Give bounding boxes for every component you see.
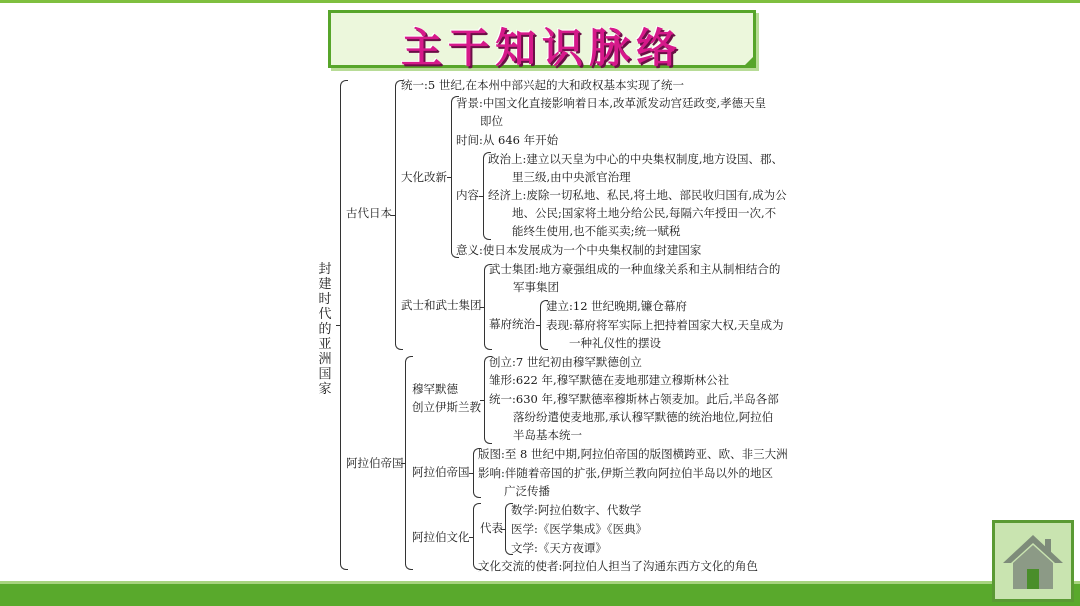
title-banner [328,10,756,72]
top-stripe [0,0,1080,3]
culture-math: 数学:阿拉伯数字、代数学 [511,503,642,517]
islam-label-1: 穆罕默德 [412,382,458,396]
taika-content-label: 内容 [456,188,479,202]
home-button[interactable] [992,520,1074,602]
taika-background-cont: 即位 [480,114,503,128]
empire-territory: 版图:至 8 世纪中期,阿拉伯帝国的版图横跨亚、欧、非三大洲 [478,447,788,461]
root-label: 封建时代的亚洲国家 [318,262,332,397]
bottom-bar [0,584,1080,606]
content-political-cont: 里三级,由中央派官治理 [512,170,631,184]
japan-unify: 统一:5 世纪,在本州中部兴起的大和政权基本实现了统一 [401,78,684,92]
samurai-label: 武士和武士集团 [401,298,482,312]
culture-rep-label: 代表 [480,521,503,535]
shogunate-show-cont: 一种礼仪性的摆设 [569,336,661,350]
islam-prototype: 雏形:622 年,穆罕默德在麦地那建立穆斯林公社 [489,373,730,387]
culture-literature: 文学:《天方夜谭》 [511,541,607,555]
islam-unify: 统一:630 年,穆罕默德率穆斯林占领麦加。此后,半岛各部 [489,392,779,406]
taika-label: 大化改新 [401,170,447,184]
islam-label-2: 创立伊斯兰教 [412,400,481,414]
japan-label: 古代日本 [346,206,392,220]
content-economic-cont-2: 能终生使用,也不能买卖;统一赋税 [512,224,681,238]
content-political: 政治上:建立以天皇为中心的中央集权制度,地方设国、郡、 [488,152,784,166]
root-brace [340,80,348,570]
samurai-group: 武士集团:地方豪强组成的一种血缘关系和主从制相结合的 [489,262,781,276]
home-icon [1001,529,1065,593]
arab-label: 阿拉伯帝国 [346,456,404,470]
taika-time: 时间:从 646 年开始 [456,133,559,147]
empire-influence-cont: 广泛传播 [504,484,550,498]
shogunate-found: 建立:12 世纪晚期,镰仓幕府 [546,299,687,313]
shogunate-label: 幕府统治 [489,317,535,331]
islam-unify-cont-1: 落纷纷遣使麦地那,承认穆罕默德的统治地位,阿拉伯 [513,410,774,424]
empire-label: 阿拉伯帝国 [412,465,470,479]
culture-medicine: 医学:《医学集成》《医典》 [511,522,648,536]
samurai-group-cont: 军事集团 [513,280,559,294]
content-economic-cont-1: 地、公民;国家将土地分给公民,每隔六年授田一次,不 [512,206,777,220]
taika-meaning: 意义:使日本发展成为一个中央集权制的封建国家 [456,243,702,257]
islam-unify-cont-2: 半岛基本统一 [513,428,582,442]
taika-brace [451,96,459,258]
empire-influence: 影响:伴随着帝国的扩张,伊斯兰教向阿拉伯半岛以外的地区 [478,466,774,480]
culture-label: 阿拉伯文化 [412,530,470,544]
taika-background: 背景:中国文化直接影响着日本,改革派发动宫廷政变,孝德天皇 [456,96,767,110]
shogunate-show: 表现:幕府将军实际上把持着国家大权,天皇成为 [546,318,784,332]
content-economic: 经济上:废除一切私地、私民,将土地、部民收归国有,成为公 [488,188,787,202]
page-title: 主干知识脉络 [401,24,683,72]
culture-messenger: 文化交流的使者:阿拉伯人担当了沟通东西方文化的角色 [478,559,758,573]
islam-create: 创立:7 世纪初由穆罕默德创立 [489,355,642,369]
